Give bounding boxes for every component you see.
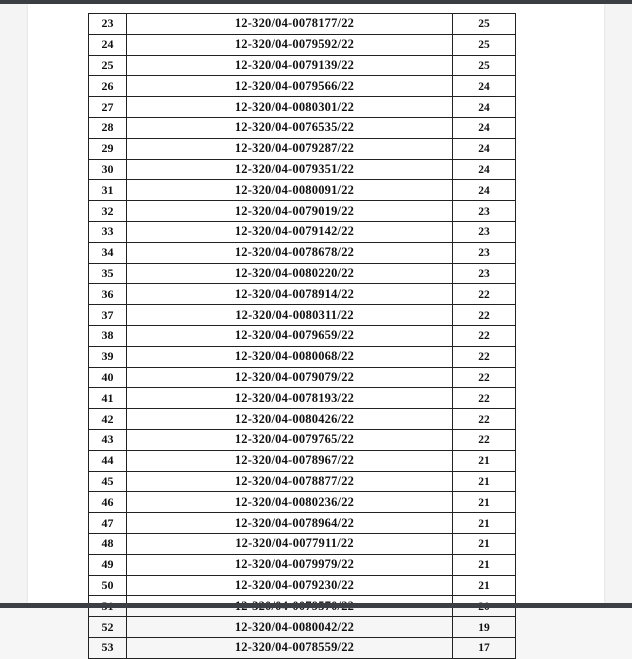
application-id-cell: 12-320/04-0079566/22 (127, 76, 453, 97)
table-row (89, 242, 516, 263)
application-id-cell: 12-320/04-0080068/22 (127, 346, 453, 367)
row-number-cell: 52 (89, 617, 127, 638)
row-number-cell: 48 (89, 533, 127, 554)
application-id-cell: 12-320/04-0079079/22 (127, 367, 453, 388)
table-row (89, 284, 516, 305)
score-cell: 21 (453, 492, 516, 513)
table-row (89, 637, 516, 658)
application-id-cell: 12-320/04-0078964/22 (127, 513, 453, 534)
row-number-cell: 40 (89, 367, 127, 388)
row-number-cell: 24 (89, 34, 127, 55)
row-number-cell: 50 (89, 575, 127, 596)
row-number-cell: 23 (89, 14, 127, 35)
application-id-cell: 12-320/04-0076535/22 (127, 117, 453, 138)
row-number-cell: 33 (89, 221, 127, 242)
table-row (89, 492, 516, 513)
table-row (89, 409, 516, 430)
application-id-cell: 12-320/04-0077911/22 (127, 533, 453, 554)
row-number-cell: 25 (89, 55, 127, 76)
viewer-bottom-bar (0, 603, 632, 608)
table-row (89, 138, 516, 159)
application-id-cell: 12-320/04-0079019/22 (127, 201, 453, 222)
table-row (89, 471, 516, 492)
table-row (89, 533, 516, 554)
row-number-cell: 32 (89, 201, 127, 222)
results-table (88, 13, 516, 659)
application-id-cell: 12-320/04-0078967/22 (127, 450, 453, 471)
score-cell: 19 (453, 617, 516, 638)
application-id-cell: 12-320/04-0078914/22 (127, 284, 453, 305)
score-cell: 22 (453, 367, 516, 388)
application-id-cell: 12-320/04-0079139/22 (127, 55, 453, 76)
score-cell: 23 (453, 263, 516, 284)
score-cell: 24 (453, 76, 516, 97)
score-cell: 24 (453, 159, 516, 180)
document-page (28, 4, 604, 655)
row-number-cell: 45 (89, 471, 127, 492)
row-number-cell: 36 (89, 284, 127, 305)
row-number-cell: 27 (89, 97, 127, 118)
row-number-cell: 38 (89, 325, 127, 346)
application-id-cell: 12-320/04-0080091/22 (127, 180, 453, 201)
row-number-cell: 39 (89, 346, 127, 367)
score-cell: 24 (453, 180, 516, 201)
score-cell: 24 (453, 117, 516, 138)
score-cell: 21 (453, 554, 516, 575)
row-number-cell: 43 (89, 429, 127, 450)
score-cell: 23 (453, 242, 516, 263)
application-id-cell: 12-320/04-0078678/22 (127, 242, 453, 263)
table-row (89, 14, 516, 35)
row-number-cell: 37 (89, 305, 127, 326)
score-cell: 21 (453, 471, 516, 492)
row-number-cell: 53 (89, 637, 127, 658)
row-number-cell: 28 (89, 117, 127, 138)
score-cell: 22 (453, 305, 516, 326)
row-number-cell: 29 (89, 138, 127, 159)
table-row (89, 180, 516, 201)
table-row (89, 55, 516, 76)
score-cell: 22 (453, 409, 516, 430)
application-id-cell: 12-320/04-0079142/22 (127, 221, 453, 242)
application-id-cell: 12-320/04-0080220/22 (127, 263, 453, 284)
table-row (89, 325, 516, 346)
row-number-cell: 47 (89, 513, 127, 534)
table-row (89, 617, 516, 638)
table-row (89, 367, 516, 388)
score-cell: 22 (453, 325, 516, 346)
table-row (89, 263, 516, 284)
table-row (89, 117, 516, 138)
score-cell: 17 (453, 637, 516, 658)
application-id-cell: 12-320/04-0078559/22 (127, 637, 453, 658)
score-cell: 22 (453, 284, 516, 305)
table-row (89, 346, 516, 367)
table-row (89, 305, 516, 326)
score-cell: 23 (453, 201, 516, 222)
score-cell: 21 (453, 533, 516, 554)
application-id-cell: 12-320/04-0079765/22 (127, 429, 453, 450)
table-row (89, 429, 516, 450)
application-id-cell: 12-320/04-0080301/22 (127, 97, 453, 118)
table-row (89, 97, 516, 118)
table-row (89, 388, 516, 409)
application-id-cell: 12-320/04-0080311/22 (127, 305, 453, 326)
row-number-cell: 31 (89, 180, 127, 201)
table-row (89, 513, 516, 534)
row-number-cell: 46 (89, 492, 127, 513)
row-number-cell: 42 (89, 409, 127, 430)
score-cell: 25 (453, 55, 516, 76)
table-row (89, 221, 516, 242)
row-number-cell: 49 (89, 554, 127, 575)
table-row (89, 450, 516, 471)
table-row (89, 159, 516, 180)
table-row (89, 201, 516, 222)
row-number-cell: 41 (89, 388, 127, 409)
application-id-cell: 12-320/04-0078877/22 (127, 471, 453, 492)
table-row (89, 575, 516, 596)
row-number-cell: 35 (89, 263, 127, 284)
score-cell: 21 (453, 513, 516, 534)
score-cell: 25 (453, 34, 516, 55)
results-table-body (89, 14, 516, 659)
score-cell: 24 (453, 138, 516, 159)
application-id-cell: 12-320/04-0080426/22 (127, 409, 453, 430)
application-id-cell: 12-320/04-0079351/22 (127, 159, 453, 180)
score-cell: 24 (453, 97, 516, 118)
score-cell: 21 (453, 575, 516, 596)
application-id-cell: 12-320/04-0079230/22 (127, 575, 453, 596)
row-number-cell: 34 (89, 242, 127, 263)
application-id-cell: 12-320/04-0079659/22 (127, 325, 453, 346)
application-id-cell: 12-320/04-0079979/22 (127, 554, 453, 575)
score-cell: 22 (453, 388, 516, 409)
application-id-cell: 12-320/04-0080042/22 (127, 617, 453, 638)
application-id-cell: 12-320/04-0079287/22 (127, 138, 453, 159)
application-id-cell: 12-320/04-0078177/22 (127, 14, 453, 35)
application-id-cell: 12-320/04-0080236/22 (127, 492, 453, 513)
application-id-cell: 12-320/04-0078193/22 (127, 388, 453, 409)
table-row (89, 76, 516, 97)
table-row (89, 34, 516, 55)
row-number-cell: 26 (89, 76, 127, 97)
score-cell: 23 (453, 221, 516, 242)
score-cell: 25 (453, 14, 516, 35)
application-id-cell: 12-320/04-0079592/22 (127, 34, 453, 55)
score-cell: 22 (453, 429, 516, 450)
row-number-cell: 44 (89, 450, 127, 471)
table-row (89, 554, 516, 575)
row-number-cell: 30 (89, 159, 127, 180)
score-cell: 21 (453, 450, 516, 471)
score-cell: 22 (453, 346, 516, 367)
